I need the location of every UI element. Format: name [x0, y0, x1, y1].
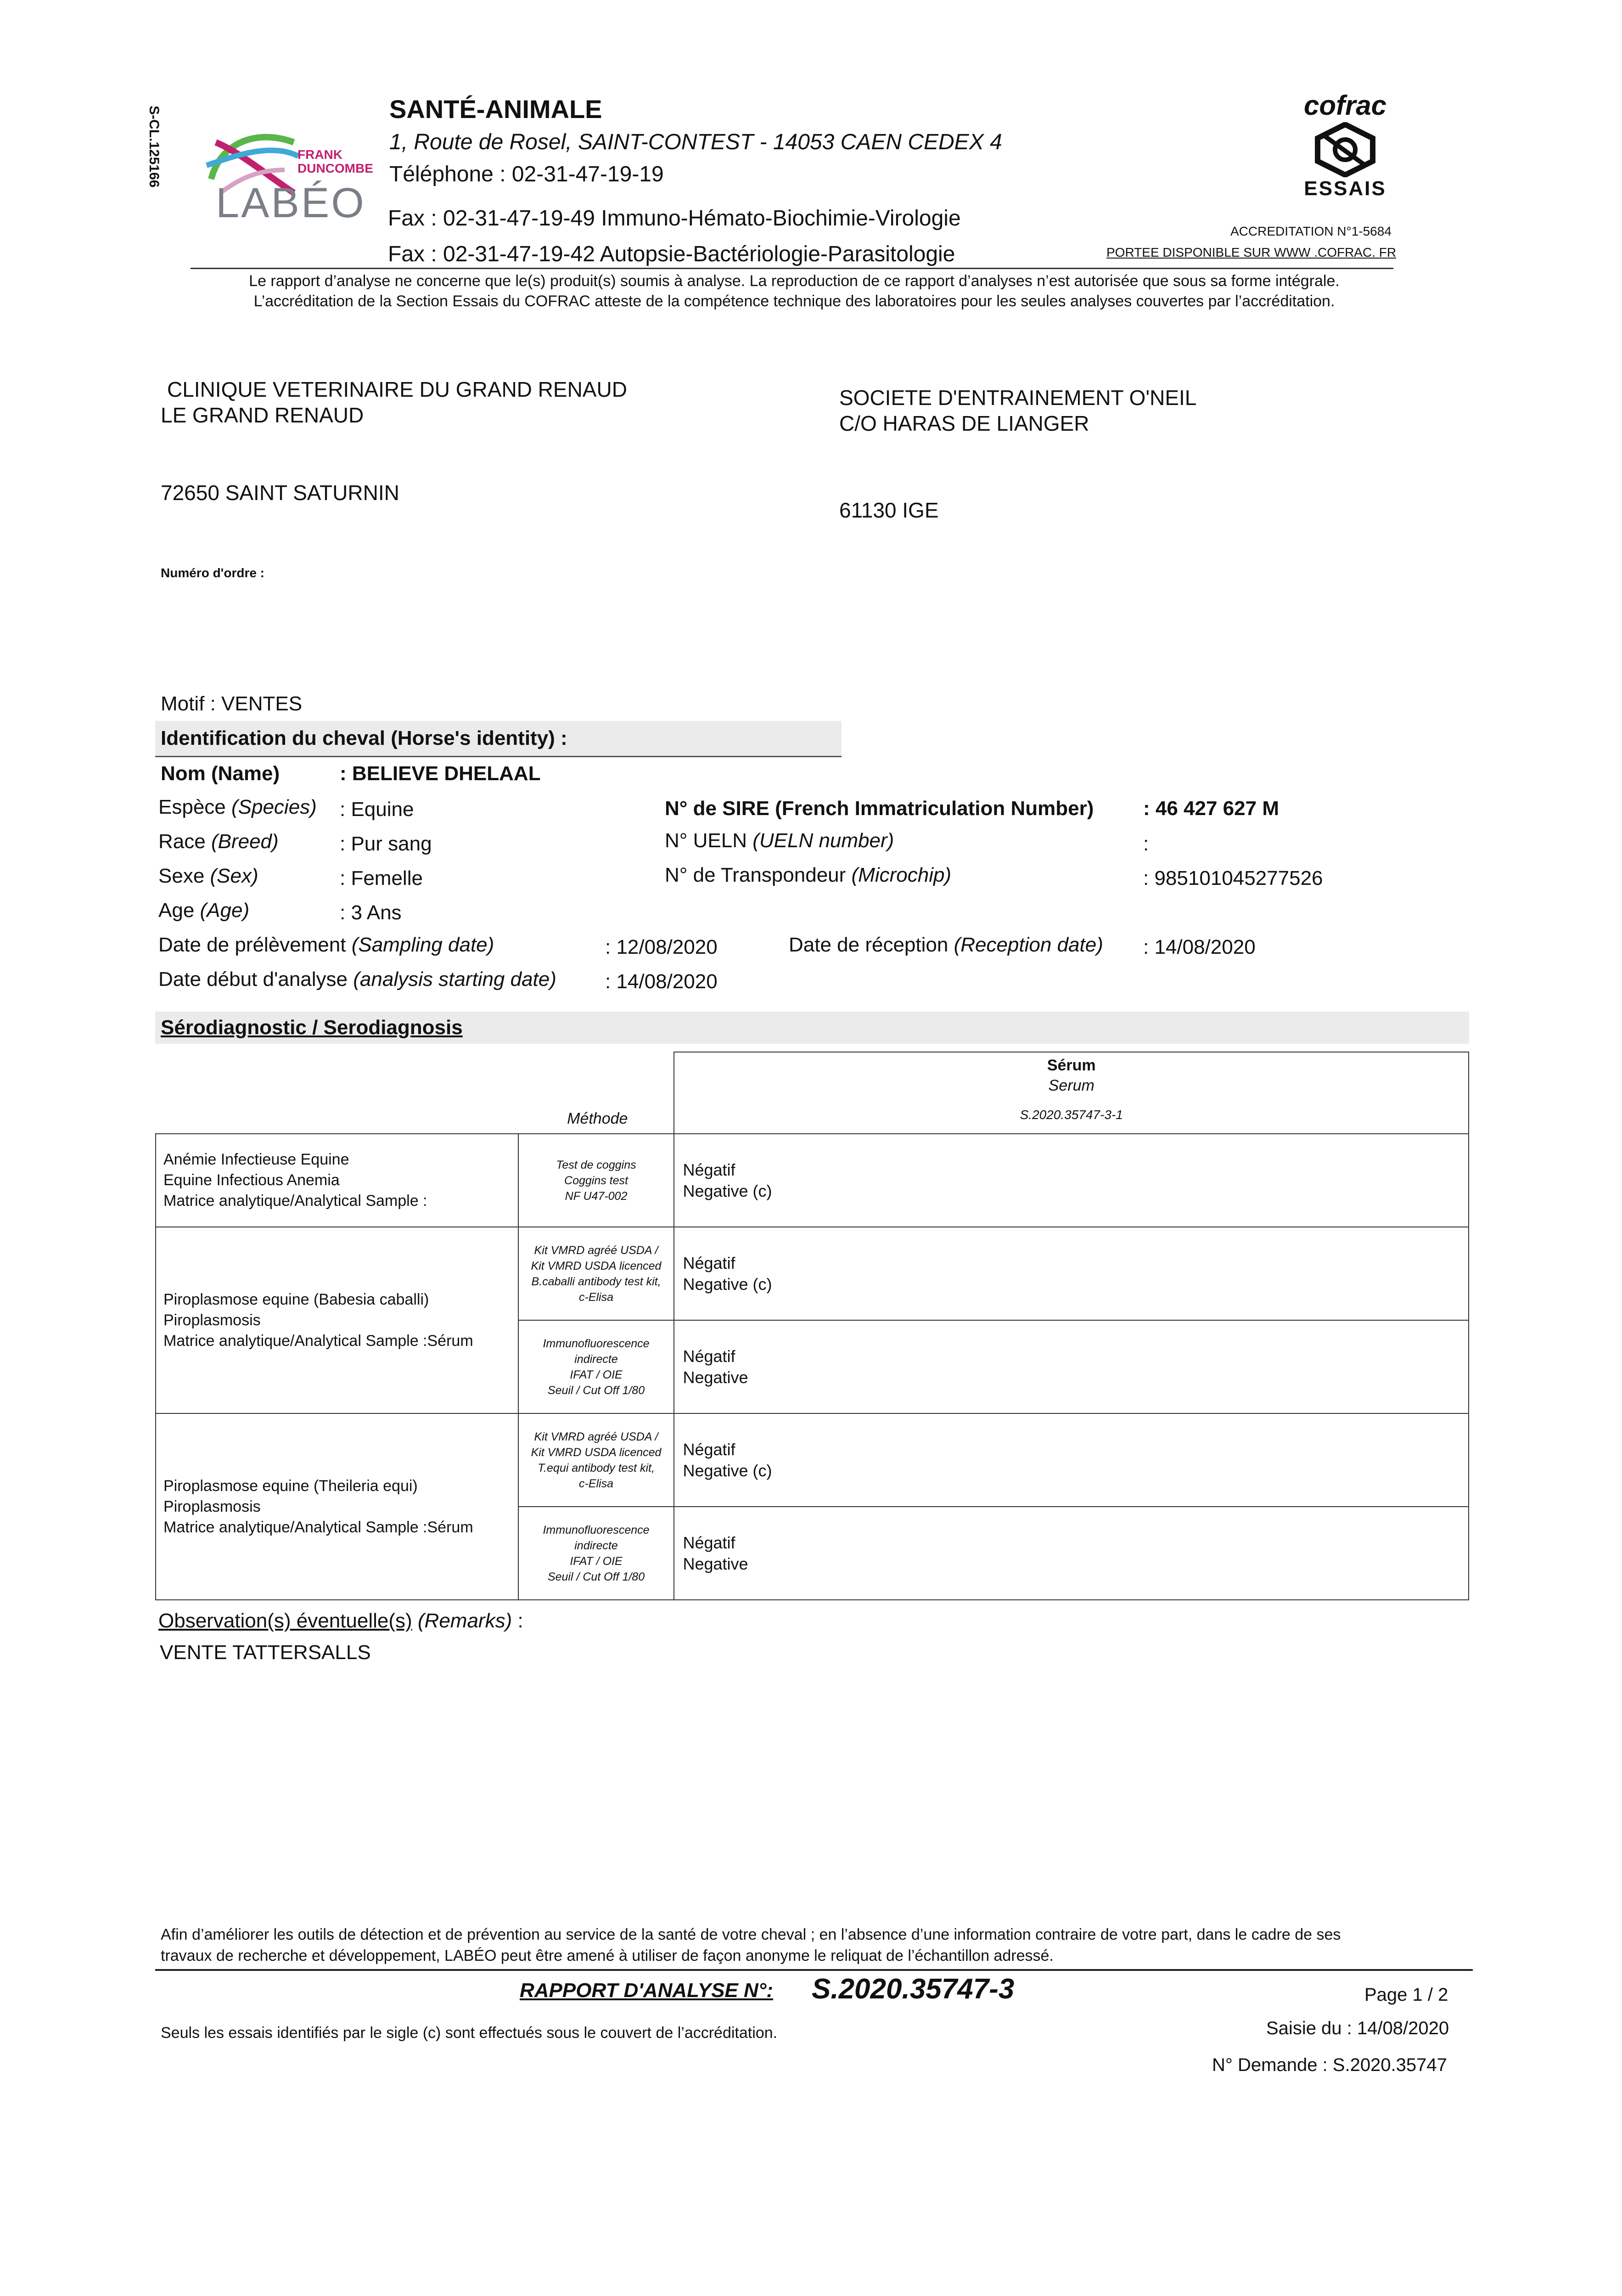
age-label: Age (Age)	[158, 899, 250, 922]
reception-date: : 14/08/2020	[1143, 936, 1256, 958]
accreditation-note: Seuls les essais identifiés par le sigle (c) sont effectués sous le couvert de l’accréditation.	[161, 2024, 778, 2042]
analysis-name-fr: Anémie Infectieuse Equine	[163, 1151, 349, 1168]
method-line: Immunofluorescence	[543, 1337, 650, 1350]
sender-city: 72650 SAINT SATURNIN	[161, 481, 399, 505]
method-line: Seuil / Cut Off 1/80	[547, 1570, 645, 1583]
method-line: Coggins test	[564, 1174, 628, 1187]
lab-address: 1, Route de Rosel, SAINT-CONTEST - 14053 CAEN CEDEX 4	[389, 130, 1002, 154]
lab-name: SANTÉ-ANIMALE	[389, 95, 602, 124]
method-line: Test de coggins	[556, 1158, 636, 1171]
remarks-colon: :	[512, 1609, 523, 1632]
method-line: Kit VMRD agréé USDA /	[534, 1244, 658, 1257]
method-line: B.caballi antibody test kit,	[531, 1275, 661, 1288]
lab-fax1: Fax : 02-31-47-19-49 Immuno-Hémato-Biochimie-Virologie	[388, 206, 961, 231]
sex-label: Sexe (Sex)	[158, 865, 258, 887]
remarks-value: VENTE TATTERSALLS	[160, 1641, 371, 1664]
cofrac-scope-link[interactable]: PORTEE DISPONIBLE SUR WWW .COFRAC. FR	[1106, 245, 1397, 259]
species-value: : Equine	[340, 798, 414, 821]
identity-header: Identification du cheval (Horse's identity) :	[161, 727, 567, 749]
species-label: Espèce (Species)	[158, 796, 317, 818]
footer-divider	[155, 1969, 1473, 1971]
table-header-row	[156, 1052, 1469, 1134]
method-line: T.equi antibody test kit,	[538, 1461, 655, 1474]
notice-line2: L’accréditation de la Section Essais du COFRAC atteste de la compétence technique des laboratoires pour les seules analyses couvertes par l’accréditation.	[253, 293, 1335, 310]
table-row	[156, 1413, 1469, 1507]
results-table	[155, 1052, 1469, 1600]
serum-en: Serum	[1048, 1077, 1094, 1094]
analysis-label	[156, 1227, 518, 1413]
method-line: Kit VMRD USDA licenced	[531, 1259, 662, 1272]
result-cell	[674, 1320, 1469, 1413]
reception-date-label: Date de réception (Reception date)	[789, 934, 1103, 956]
remarks-label-en: (Remarks)	[417, 1609, 512, 1632]
footer-notice-line1: Afin d’améliorer les outils de détection et de prévention au service de la santé de votre cheval ; en l’absence d’une information contraire de votre part, dans le cadre de ses	[161, 1926, 1341, 1943]
analysis-name-fr: Piroplasmose equine (Theileria equi)	[163, 1477, 418, 1495]
analysis-name-en: Equine Infectious Anemia	[163, 1171, 340, 1189]
report-number-label: RAPPORT D'ANALYSE N°:	[520, 1979, 774, 2002]
result-fr: Négatif	[683, 1160, 735, 1179]
age-value: : 3 Ans	[340, 901, 402, 924]
breed-value: : Pur sang	[340, 833, 432, 855]
method-line: c-Elisa	[579, 1290, 614, 1304]
cofrac-brand: cofrac	[1303, 90, 1387, 121]
transponder-value: : 985101045277526	[1143, 867, 1323, 889]
logo-sub1: FRANK	[297, 147, 342, 162]
method-line: IFAT / OIE	[570, 1368, 623, 1381]
logo-sub2: DUNCOMBE	[297, 161, 373, 175]
result-en: Negative (c)	[683, 1461, 772, 1480]
sample-id: S.2020.35747-3-1	[1020, 1108, 1123, 1122]
analysis-name-en: Piroplasmosis	[163, 1497, 261, 1515]
page-number: Page 1 / 2	[1364, 1985, 1448, 2005]
side-code: S-CL.125166	[146, 106, 162, 188]
method-line: IFAT / OIE	[570, 1554, 623, 1568]
table-row	[156, 1227, 1469, 1320]
analysis-label	[156, 1413, 518, 1600]
method-line: Kit VMRD USDA licenced	[531, 1446, 662, 1459]
sender-address	[161, 377, 627, 428]
analysis-start-date: : 14/08/2020	[605, 970, 718, 993]
sampling-date-label: Date de prélèvement (Sampling date)	[158, 934, 494, 956]
method-line: Kit VMRD agréé USDA /	[534, 1430, 658, 1443]
method-line: c-Elisa	[579, 1477, 614, 1490]
ueln-value: :	[1143, 833, 1149, 855]
labeo-logo	[193, 115, 376, 234]
method-line: NF U47-002	[565, 1189, 628, 1203]
remarks-label-fr: Observation(s) éventuelle(s)	[158, 1609, 412, 1632]
serum-header-cell	[674, 1052, 1469, 1134]
cofrac-logo	[1299, 92, 1391, 216]
sex-value: : Femelle	[340, 867, 423, 889]
notice-line1: Le rapport d’analyse ne concerne que le(s) produit(s) soumis à analyse. La reproduction de ce rapport d’analyses n’est autorisée que sous sa forme intégrale.	[249, 272, 1340, 290]
ueln-label: N° UELN (UELN number)	[665, 829, 894, 852]
name-label: Nom (Name)	[161, 762, 280, 785]
analysis-matrix: Matrice analytique/Analytical Sample :Sérum	[163, 1332, 473, 1350]
result-fr: Négatif	[683, 1253, 735, 1272]
order-number-label: Numéro d'ordre :	[161, 566, 265, 580]
result-cell	[674, 1413, 1469, 1507]
footer-notice	[161, 1924, 1469, 1966]
method-cell	[518, 1320, 674, 1413]
method-line: Seuil / Cut Off 1/80	[547, 1384, 645, 1397]
method-line: indirecte	[574, 1352, 618, 1366]
method-cell	[518, 1413, 674, 1507]
serum-fr: Sérum	[1047, 1057, 1096, 1074]
result-en: Negative (c)	[683, 1181, 772, 1200]
result-fr: Négatif	[683, 1440, 735, 1459]
cofrac-sub: ESSAIS	[1304, 177, 1386, 200]
result-en: Negative (c)	[683, 1274, 772, 1294]
footer-notice-line2: travaux de recherche et développement, LABÉO peut être amené à utiliser de façon anonyme le reliquat de l’échantillon adressé.	[161, 1947, 1054, 1964]
transponder-label: N° de Transpondeur (Microchip)	[665, 864, 952, 886]
method-line: Immunofluorescence	[543, 1523, 650, 1536]
sire-value: : 46 427 627 M	[1143, 797, 1279, 820]
sender-line2: LE GRAND RENAUD	[161, 403, 364, 427]
sire-label: N° de SIRE (French Immatriculation Number)	[665, 797, 1094, 820]
method-cell	[518, 1507, 674, 1600]
result-en: Negative	[683, 1367, 748, 1387]
analysis-label	[156, 1134, 518, 1227]
breed-label: Race (Breed)	[158, 830, 279, 853]
lab-phone: Téléphone : 02-31-47-19-19	[389, 162, 664, 186]
result-en: Negative	[683, 1554, 748, 1573]
remarks-label	[158, 1609, 523, 1632]
sampling-date: : 12/08/2020	[605, 936, 718, 958]
result-cell	[674, 1507, 1469, 1600]
sero-header: Sérodiagnostic / Serodiagnosis	[161, 1016, 463, 1039]
analysis-name-en: Piroplasmosis	[163, 1311, 261, 1329]
lab-fax2: Fax : 02-31-47-19-42 Autopsie-Bactériologie-Parasitologie	[388, 242, 955, 266]
request-number: N° Demande : S.2020.35747	[1212, 2055, 1447, 2075]
sender-line1: CLINIQUE VETERINAIRE DU GRAND RENAUD	[167, 377, 627, 401]
method-cell	[518, 1227, 674, 1320]
accreditation-number: ACCREDITATION N°1-5684	[1230, 224, 1392, 238]
result-cell	[674, 1227, 1469, 1320]
analysis-start-label: Date début d'analyse (analysis starting date)	[158, 968, 556, 990]
motif: Motif : VENTES	[161, 692, 303, 715]
cofrac-emblem-icon	[1311, 122, 1380, 177]
report-number: S.2020.35747-3	[812, 1973, 1015, 2005]
horse-name: : BELIEVE DHELAAL	[340, 762, 541, 785]
method-cell	[518, 1134, 674, 1227]
recipient-line1: SOCIETE D'ENTRAINEMENT O'NEIL	[839, 386, 1197, 410]
result-cell	[674, 1134, 1469, 1227]
method-header: Méthode	[567, 1110, 628, 1127]
analysis-matrix: Matrice analytique/Analytical Sample :	[163, 1192, 427, 1210]
entry-date: Saisie du : 14/08/2020	[1266, 2018, 1449, 2038]
analysis-matrix: Matrice analytique/Analytical Sample :Sérum	[163, 1518, 473, 1536]
result-fr: Négatif	[683, 1346, 735, 1366]
analysis-name-fr: Piroplasmose equine (Babesia caballi)	[163, 1290, 429, 1308]
logo-brand: LABÉO	[216, 180, 366, 226]
report-notice	[174, 271, 1414, 311]
recipient-line2: C/O HARAS DE LIANGER	[839, 411, 1089, 435]
header-divider	[191, 268, 1393, 269]
method-header-cell	[156, 1052, 674, 1134]
recipient-address	[839, 385, 1196, 436]
result-fr: Négatif	[683, 1533, 735, 1552]
table-row	[156, 1134, 1469, 1227]
method-line: indirecte	[574, 1539, 618, 1552]
recipient-city: 61130 IGE	[839, 498, 939, 522]
